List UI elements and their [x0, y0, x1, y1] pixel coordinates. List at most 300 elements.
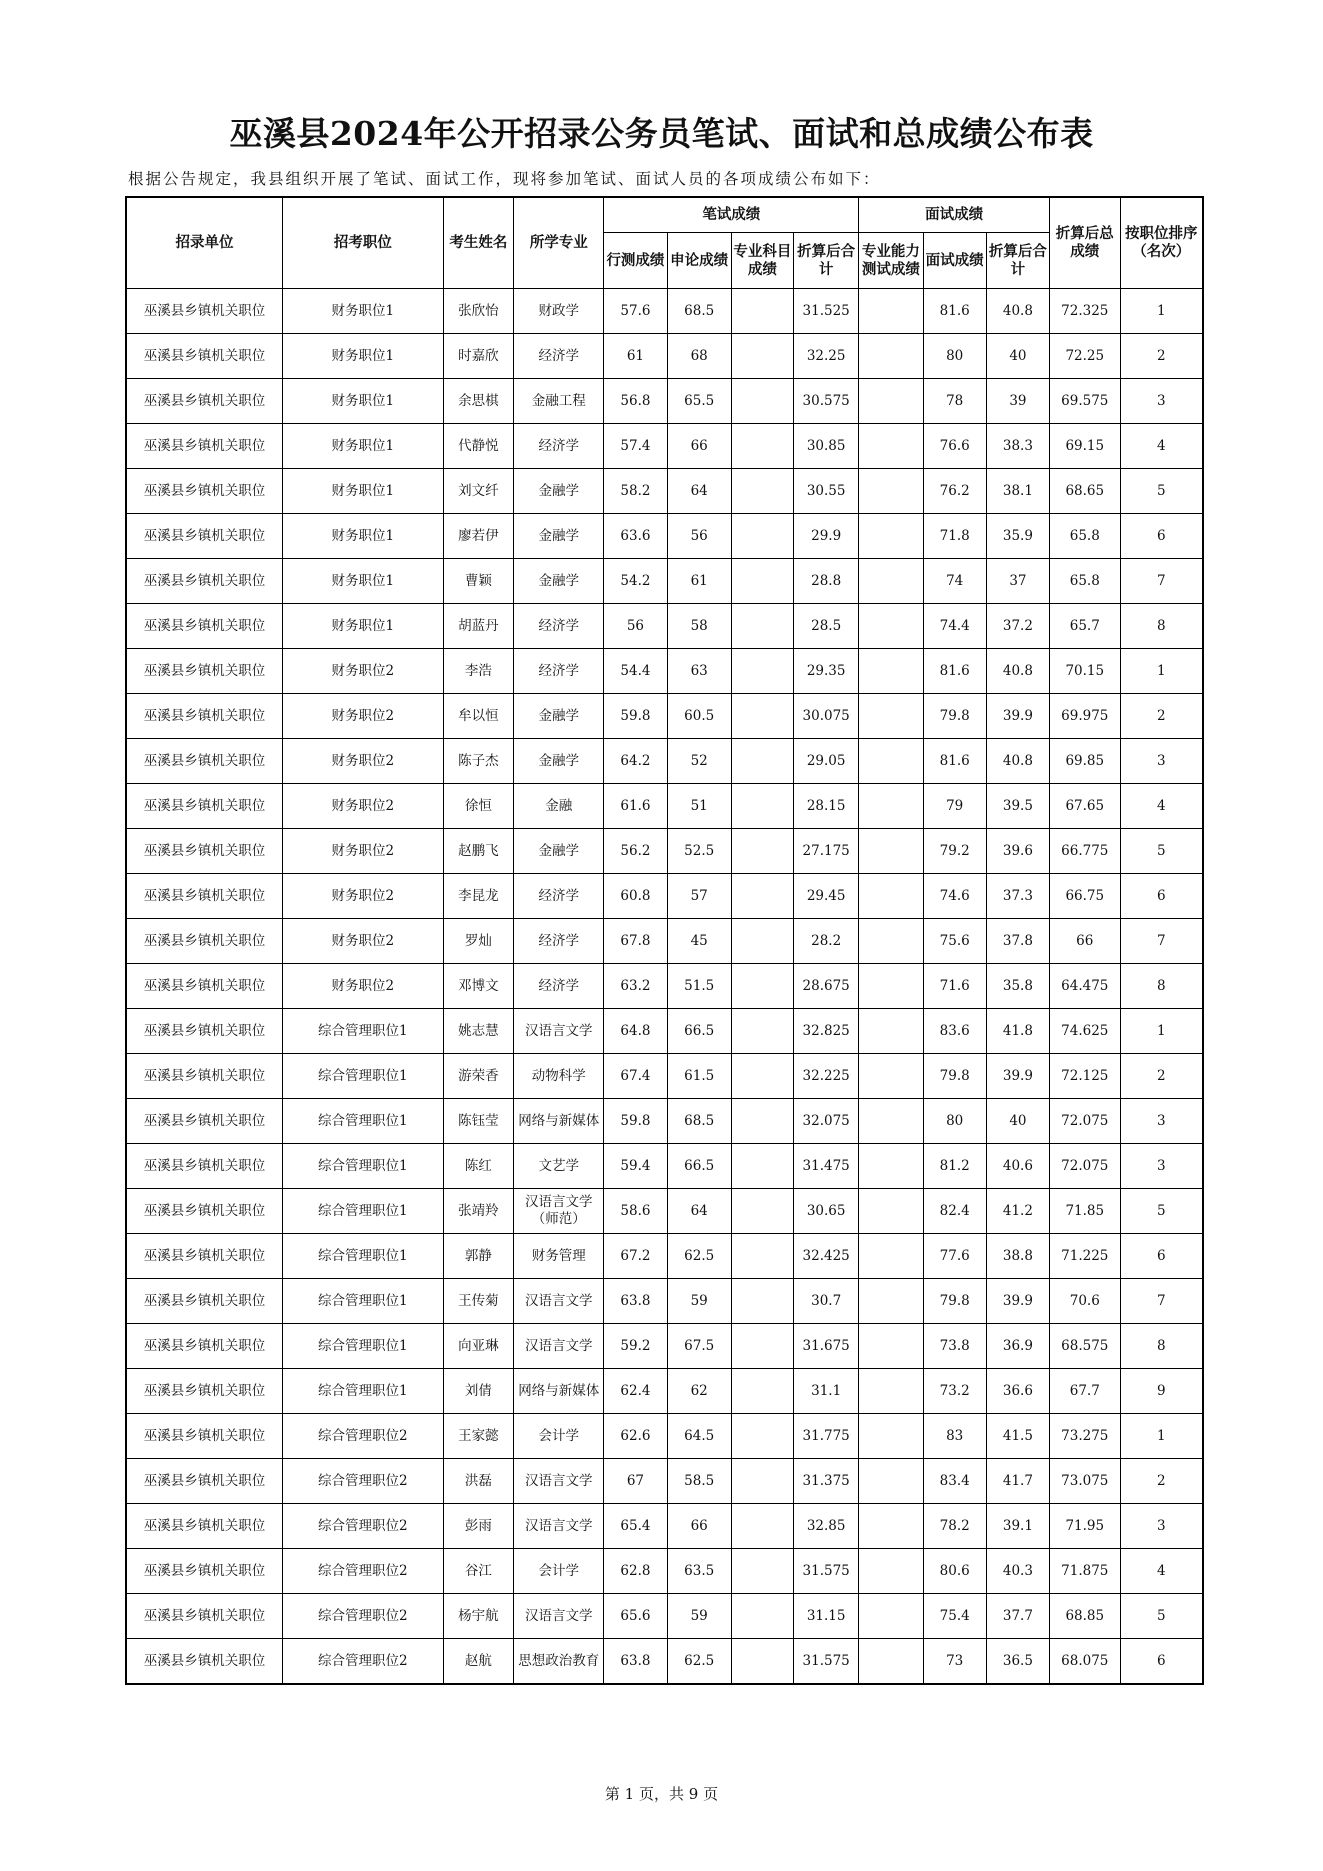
cell-ability: [859, 604, 923, 649]
cell-major: 文艺学: [514, 1144, 604, 1189]
cell-ability: [859, 559, 923, 604]
cell-final-total: 68.65: [1050, 469, 1120, 514]
cell-special: [731, 1414, 793, 1459]
cell-xingce: 60.8: [604, 874, 667, 919]
cell-xingce: 59.4: [604, 1144, 667, 1189]
cell-interview-total: 41.5: [986, 1414, 1049, 1459]
cell-written-total: 28.15: [794, 784, 859, 829]
cell-xingce: 62.4: [604, 1369, 667, 1414]
cell-position: 财务职位1: [283, 469, 444, 514]
cell-special: [731, 649, 793, 694]
cell-rank: 1: [1120, 649, 1203, 694]
cell-written-total: 31.375: [794, 1459, 859, 1504]
cell-name: 郭静: [443, 1234, 513, 1279]
cell-name: 赵航: [443, 1639, 513, 1685]
table-row: [126, 1279, 1203, 1324]
cell-name: 廖若伊: [443, 514, 513, 559]
cell-rank: 7: [1120, 1279, 1203, 1324]
cell-major: 金融学: [514, 829, 604, 874]
cell-shenlun: 66: [667, 424, 731, 469]
cell-final-total: 71.85: [1050, 1189, 1120, 1234]
cell-major: 汉语言文学: [514, 1594, 604, 1639]
cell-rank: 2: [1120, 694, 1203, 739]
cell-shenlun: 60.5: [667, 694, 731, 739]
cell-interview-total: 39.6: [986, 829, 1049, 874]
cell-unit: 巫溪县乡镇机关职位: [126, 1324, 283, 1369]
cell-interview: 75.6: [923, 919, 986, 964]
cell-rank: 5: [1120, 1594, 1203, 1639]
cell-ability: [859, 1639, 923, 1685]
cell-special: [731, 1549, 793, 1594]
header-shenlun: 申论成绩: [667, 233, 731, 289]
cell-xingce: 61: [604, 334, 667, 379]
cell-final-total: 70.6: [1050, 1279, 1120, 1324]
cell-position: 财务职位1: [283, 379, 444, 424]
cell-special: [731, 514, 793, 559]
cell-ability: [859, 1414, 923, 1459]
cell-special: [731, 919, 793, 964]
cell-major: 经济学: [514, 964, 604, 1009]
cell-ability: [859, 829, 923, 874]
cell-written-total: 28.2: [794, 919, 859, 964]
cell-xingce: 59.8: [604, 694, 667, 739]
cell-name: 杨宇航: [443, 1594, 513, 1639]
cell-interview-total: 40.8: [986, 649, 1049, 694]
cell-major: 动物科学: [514, 1054, 604, 1099]
cell-name: 邓博文: [443, 964, 513, 1009]
header-interview-total: 折算后合计: [986, 233, 1049, 289]
cell-final-total: 69.975: [1050, 694, 1120, 739]
cell-shenlun: 64: [667, 469, 731, 514]
cell-written-total: 31.525: [794, 289, 859, 334]
cell-unit: 巫溪县乡镇机关职位: [126, 1639, 283, 1685]
cell-name: 陈红: [443, 1144, 513, 1189]
cell-position: 综合管理职位1: [283, 1189, 444, 1234]
cell-shenlun: 59: [667, 1279, 731, 1324]
cell-interview: 80: [923, 1099, 986, 1144]
cell-major: 会计学: [514, 1549, 604, 1594]
cell-written-total: 28.675: [794, 964, 859, 1009]
cell-name: 牟以恒: [443, 694, 513, 739]
cell-shenlun: 65.5: [667, 379, 731, 424]
cell-rank: 1: [1120, 1414, 1203, 1459]
table-row: [126, 874, 1203, 919]
cell-xingce: 58.6: [604, 1189, 667, 1234]
cell-interview: 79.8: [923, 694, 986, 739]
cell-position: 综合管理职位1: [283, 1234, 444, 1279]
header-position: 招考职位: [283, 197, 444, 289]
cell-rank: 1: [1120, 1009, 1203, 1054]
header-interview: 面试成绩: [923, 233, 986, 289]
cell-special: [731, 1234, 793, 1279]
cell-name: 陈子杰: [443, 739, 513, 784]
cell-rank: 8: [1120, 964, 1203, 1009]
cell-major: 汉语言文学: [514, 1009, 604, 1054]
cell-unit: 巫溪县乡镇机关职位: [126, 424, 283, 469]
cell-interview: 71.8: [923, 514, 986, 559]
cell-xingce: 65.4: [604, 1504, 667, 1549]
table-row: [126, 1369, 1203, 1414]
header-name: 考生姓名: [443, 197, 513, 289]
cell-interview: 77.6: [923, 1234, 986, 1279]
cell-major: 网络与新媒体: [514, 1099, 604, 1144]
cell-interview: 73.8: [923, 1324, 986, 1369]
cell-interview: 80.6: [923, 1549, 986, 1594]
cell-interview: 78.2: [923, 1504, 986, 1549]
cell-interview: 74.4: [923, 604, 986, 649]
cell-final-total: 68.075: [1050, 1639, 1120, 1685]
cell-major: 汉语言文学: [514, 1504, 604, 1549]
cell-special: [731, 289, 793, 334]
cell-xingce: 62.8: [604, 1549, 667, 1594]
cell-shenlun: 62.5: [667, 1234, 731, 1279]
cell-xingce: 57.6: [604, 289, 667, 334]
cell-position: 财务职位1: [283, 559, 444, 604]
cell-final-total: 74.625: [1050, 1009, 1120, 1054]
cell-special: [731, 1459, 793, 1504]
cell-interview: 79.8: [923, 1279, 986, 1324]
cell-major: 金融工程: [514, 379, 604, 424]
cell-major: 金融学: [514, 694, 604, 739]
cell-interview-total: 38.1: [986, 469, 1049, 514]
cell-rank: 7: [1120, 919, 1203, 964]
cell-interview: 74.6: [923, 874, 986, 919]
cell-ability: [859, 1009, 923, 1054]
cell-xingce: 56: [604, 604, 667, 649]
cell-shenlun: 63: [667, 649, 731, 694]
cell-shenlun: 57: [667, 874, 731, 919]
cell-interview: 83.4: [923, 1459, 986, 1504]
cell-major: 网络与新媒体: [514, 1369, 604, 1414]
cell-final-total: 67.65: [1050, 784, 1120, 829]
table-row: [126, 289, 1203, 334]
table-row: [126, 1504, 1203, 1549]
cell-name: 向亚琳: [443, 1324, 513, 1369]
cell-final-total: 65.8: [1050, 514, 1120, 559]
cell-written-total: 29.9: [794, 514, 859, 559]
cell-final-total: 72.075: [1050, 1099, 1120, 1144]
table-row: [126, 1549, 1203, 1594]
cell-ability: [859, 874, 923, 919]
cell-name: 刘倩: [443, 1369, 513, 1414]
cell-final-total: 73.275: [1050, 1414, 1120, 1459]
cell-shenlun: 68.5: [667, 1099, 731, 1144]
header-final-total: 折算后总成绩: [1050, 197, 1120, 289]
cell-shenlun: 51: [667, 784, 731, 829]
cell-xingce: 56.2: [604, 829, 667, 874]
cell-rank: 5: [1120, 1189, 1203, 1234]
cell-written-total: 29.35: [794, 649, 859, 694]
cell-major: 经济学: [514, 874, 604, 919]
cell-shenlun: 45: [667, 919, 731, 964]
cell-final-total: 70.15: [1050, 649, 1120, 694]
cell-position: 综合管理职位2: [283, 1459, 444, 1504]
cell-final-total: 65.7: [1050, 604, 1120, 649]
cell-unit: 巫溪县乡镇机关职位: [126, 1504, 283, 1549]
cell-rank: 1: [1120, 289, 1203, 334]
cell-position: 财务职位2: [283, 919, 444, 964]
cell-rank: 3: [1120, 1504, 1203, 1549]
cell-shenlun: 51.5: [667, 964, 731, 1009]
cell-interview-total: 39.9: [986, 694, 1049, 739]
cell-rank: 3: [1120, 739, 1203, 784]
cell-rank: 3: [1120, 1144, 1203, 1189]
cell-rank: 6: [1120, 1639, 1203, 1685]
cell-interview-total: 40.8: [986, 739, 1049, 784]
cell-name: 余思棋: [443, 379, 513, 424]
cell-unit: 巫溪县乡镇机关职位: [126, 829, 283, 874]
cell-name: 罗灿: [443, 919, 513, 964]
cell-final-total: 72.075: [1050, 1144, 1120, 1189]
cell-position: 财务职位2: [283, 739, 444, 784]
cell-interview-total: 36.9: [986, 1324, 1049, 1369]
cell-position: 综合管理职位2: [283, 1594, 444, 1639]
table-row: [126, 739, 1203, 784]
cell-rank: 8: [1120, 604, 1203, 649]
cell-final-total: 71.875: [1050, 1549, 1120, 1594]
table-row: [126, 469, 1203, 514]
cell-xingce: 67.2: [604, 1234, 667, 1279]
cell-written-total: 32.225: [794, 1054, 859, 1099]
table-row: [126, 334, 1203, 379]
cell-special: [731, 1594, 793, 1639]
cell-xingce: 61.6: [604, 784, 667, 829]
table-row: [126, 784, 1203, 829]
table-row: [126, 964, 1203, 1009]
cell-position: 综合管理职位1: [283, 1009, 444, 1054]
cell-ability: [859, 1279, 923, 1324]
cell-ability: [859, 514, 923, 559]
cell-rank: 2: [1120, 1054, 1203, 1099]
cell-major: 汉语言文学: [514, 1459, 604, 1504]
cell-ability: [859, 649, 923, 694]
cell-interview: 82.4: [923, 1189, 986, 1234]
cell-final-total: 66: [1050, 919, 1120, 964]
cell-written-total: 31.1: [794, 1369, 859, 1414]
cell-unit: 巫溪县乡镇机关职位: [126, 1099, 283, 1144]
cell-special: [731, 424, 793, 469]
cell-rank: 6: [1120, 1234, 1203, 1279]
cell-special: [731, 1054, 793, 1099]
cell-interview: 83: [923, 1414, 986, 1459]
cell-interview: 78: [923, 379, 986, 424]
cell-name: 张靖羚: [443, 1189, 513, 1234]
cell-xingce: 63.2: [604, 964, 667, 1009]
cell-written-total: 27.175: [794, 829, 859, 874]
table-row: [126, 559, 1203, 604]
cell-unit: 巫溪县乡镇机关职位: [126, 379, 283, 424]
header-xingce: 行测成绩: [604, 233, 667, 289]
cell-shenlun: 61.5: [667, 1054, 731, 1099]
cell-rank: 2: [1120, 334, 1203, 379]
cell-special: [731, 1099, 793, 1144]
cell-shenlun: 66.5: [667, 1144, 731, 1189]
cell-written-total: 32.825: [794, 1009, 859, 1054]
cell-unit: 巫溪县乡镇机关职位: [126, 784, 283, 829]
cell-written-total: 30.075: [794, 694, 859, 739]
cell-final-total: 66.775: [1050, 829, 1120, 874]
header-interview-group: 面试成绩: [859, 197, 1050, 233]
cell-shenlun: 52: [667, 739, 731, 784]
table-row: [126, 424, 1203, 469]
cell-special: [731, 1369, 793, 1414]
cell-interview: 81.2: [923, 1144, 986, 1189]
cell-shenlun: 62.5: [667, 1639, 731, 1685]
cell-special: [731, 1279, 793, 1324]
cell-ability: [859, 1234, 923, 1279]
cell-major: 经济学: [514, 334, 604, 379]
header-rank: 按职位排序（名次）: [1120, 197, 1203, 289]
cell-interview: 79.8: [923, 1054, 986, 1099]
cell-major: 汉语言文学: [514, 1324, 604, 1369]
cell-special: [731, 1324, 793, 1369]
cell-written-total: 32.85: [794, 1504, 859, 1549]
cell-position: 财务职位1: [283, 334, 444, 379]
cell-major: 金融: [514, 784, 604, 829]
cell-written-total: 29.05: [794, 739, 859, 784]
cell-interview-total: 36.5: [986, 1639, 1049, 1685]
table-row: [126, 1459, 1203, 1504]
cell-position: 综合管理职位1: [283, 1279, 444, 1324]
cell-final-total: 73.075: [1050, 1459, 1120, 1504]
header-special: 专业科目成绩: [731, 233, 793, 289]
table-row: [126, 514, 1203, 559]
cell-final-total: 71.225: [1050, 1234, 1120, 1279]
cell-special: [731, 604, 793, 649]
cell-interview-total: 41.7: [986, 1459, 1049, 1504]
cell-interview-total: 39: [986, 379, 1049, 424]
cell-interview-total: 39.9: [986, 1054, 1049, 1099]
cell-shenlun: 59: [667, 1594, 731, 1639]
cell-major: 汉语言文学: [514, 1279, 604, 1324]
cell-interview: 81.6: [923, 649, 986, 694]
cell-ability: [859, 739, 923, 784]
cell-unit: 巫溪县乡镇机关职位: [126, 1189, 283, 1234]
cell-final-total: 68.85: [1050, 1594, 1120, 1639]
cell-major: 金融学: [514, 469, 604, 514]
table-row: [126, 604, 1203, 649]
cell-xingce: 67.4: [604, 1054, 667, 1099]
header-written-total: 折算后合计: [794, 233, 859, 289]
cell-xingce: 54.4: [604, 649, 667, 694]
cell-shenlun: 64.5: [667, 1414, 731, 1459]
cell-unit: 巫溪县乡镇机关职位: [126, 604, 283, 649]
cell-written-total: 31.675: [794, 1324, 859, 1369]
cell-special: [731, 694, 793, 739]
cell-name: 游荣香: [443, 1054, 513, 1099]
cell-special: [731, 469, 793, 514]
cell-name: 李昆龙: [443, 874, 513, 919]
table-row: [126, 379, 1203, 424]
cell-major: 会计学: [514, 1414, 604, 1459]
cell-position: 财务职位2: [283, 874, 444, 919]
cell-unit: 巫溪县乡镇机关职位: [126, 1054, 283, 1099]
cell-unit: 巫溪县乡镇机关职位: [126, 514, 283, 559]
cell-major: 思想政治教育: [514, 1639, 604, 1685]
cell-shenlun: 63.5: [667, 1549, 731, 1594]
cell-major: 财政学: [514, 289, 604, 334]
cell-interview-total: 40: [986, 334, 1049, 379]
cell-position: 综合管理职位2: [283, 1639, 444, 1685]
cell-final-total: 71.95: [1050, 1504, 1120, 1549]
cell-shenlun: 58: [667, 604, 731, 649]
cell-major: 经济学: [514, 604, 604, 649]
cell-final-total: 69.85: [1050, 739, 1120, 784]
cell-interview-total: 41.8: [986, 1009, 1049, 1054]
cell-interview: 75.4: [923, 1594, 986, 1639]
cell-ability: [859, 1144, 923, 1189]
cell-name: 王家懿: [443, 1414, 513, 1459]
cell-special: [731, 739, 793, 784]
cell-interview-total: 37.3: [986, 874, 1049, 919]
table-row: [126, 1144, 1203, 1189]
cell-unit: 巫溪县乡镇机关职位: [126, 1279, 283, 1324]
cell-name: 曹颖: [443, 559, 513, 604]
cell-interview-total: 36.6: [986, 1369, 1049, 1414]
cell-shenlun: 68.5: [667, 289, 731, 334]
cell-interview: 73: [923, 1639, 986, 1685]
cell-rank: 3: [1120, 379, 1203, 424]
table-body: [126, 289, 1203, 1685]
cell-written-total: 32.25: [794, 334, 859, 379]
cell-ability: [859, 334, 923, 379]
cell-special: [731, 964, 793, 1009]
table-row: [126, 1594, 1203, 1639]
cell-ability: [859, 1459, 923, 1504]
cell-unit: 巫溪县乡镇机关职位: [126, 919, 283, 964]
cell-written-total: 30.7: [794, 1279, 859, 1324]
table-row: [126, 1639, 1203, 1685]
cell-special: [731, 1009, 793, 1054]
cell-xingce: 63.8: [604, 1639, 667, 1685]
cell-xingce: 59.8: [604, 1099, 667, 1144]
cell-special: [731, 1189, 793, 1234]
cell-ability: [859, 1504, 923, 1549]
cell-name: 时嘉欣: [443, 334, 513, 379]
cell-rank: 2: [1120, 1459, 1203, 1504]
cell-unit: 巫溪县乡镇机关职位: [126, 1009, 283, 1054]
cell-interview-total: 41.2: [986, 1189, 1049, 1234]
cell-major: 金融学: [514, 514, 604, 559]
cell-position: 综合管理职位2: [283, 1414, 444, 1459]
cell-position: 财务职位2: [283, 829, 444, 874]
cell-special: [731, 1639, 793, 1685]
cell-name: 刘文纤: [443, 469, 513, 514]
cell-xingce: 63.6: [604, 514, 667, 559]
cell-position: 综合管理职位1: [283, 1369, 444, 1414]
cell-interview: 80: [923, 334, 986, 379]
cell-name: 张欣怡: [443, 289, 513, 334]
cell-final-total: 65.8: [1050, 559, 1120, 604]
cell-rank: 3: [1120, 1099, 1203, 1144]
cell-written-total: 31.575: [794, 1549, 859, 1594]
cell-position: 综合管理职位1: [283, 1144, 444, 1189]
cell-xingce: 62.6: [604, 1414, 667, 1459]
cell-interview: 73.2: [923, 1369, 986, 1414]
cell-final-total: 68.575: [1050, 1324, 1120, 1369]
cell-major: 经济学: [514, 649, 604, 694]
cell-position: 综合管理职位1: [283, 1054, 444, 1099]
cell-rank: 7: [1120, 559, 1203, 604]
cell-name: 洪磊: [443, 1459, 513, 1504]
cell-unit: 巫溪县乡镇机关职位: [126, 289, 283, 334]
cell-written-total: 30.575: [794, 379, 859, 424]
cell-unit: 巫溪县乡镇机关职位: [126, 964, 283, 1009]
cell-position: 财务职位1: [283, 514, 444, 559]
cell-shenlun: 66: [667, 1504, 731, 1549]
table-row: [126, 1324, 1203, 1369]
cell-ability: [859, 919, 923, 964]
